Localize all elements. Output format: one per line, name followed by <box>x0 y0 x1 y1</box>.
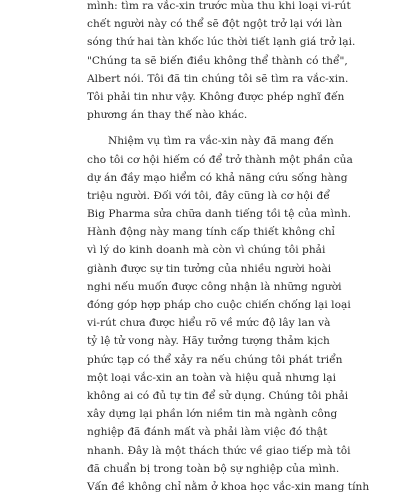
text-line: Albert nói. Tôi đã tin chúng tôi sẽ tìm ra vắc-xin. <box>87 72 349 85</box>
text-line: triệu người. Đối với tôi, đây cũng là cơ hội để <box>87 189 330 202</box>
text-line: xây dựng lại phần lớn niềm tin mà ngành công <box>87 408 338 421</box>
text-line: đóng góp hợp pháp cho cuộc chiến chống lại loại <box>87 299 351 311</box>
text-line: Vấn đề không chỉ nằm ở khoa học vắc-xin mang tính <box>87 480 370 493</box>
text-line: Hành động này mang tính cấp thiết không chỉ <box>87 226 335 239</box>
text-line: sóng thứ hai tàn khốc lúc thời tiết lạnh giá trở lại. <box>87 36 356 49</box>
paragraph-2 <box>87 132 370 496</box>
text-line: một loại vắc-xin an toàn và hiệu quả nhưng lại <box>87 371 336 384</box>
text-line: Tôi phải tin như vậy. Không được phép nghĩ đến <box>87 90 345 103</box>
text-column <box>87 0 370 496</box>
text-line: Big Pharma sửa chữa danh tiếng tồi tệ của mình. <box>87 208 352 221</box>
text-line: đã chuẩn bị trong toàn bộ sự nghiệp của mình. <box>87 462 340 475</box>
paragraph-spacer <box>87 124 313 132</box>
text-line: phương án thay thế nào khác. <box>87 109 248 122</box>
text-line: tỷ lệ tử vong này. Hãy tưởng tượng thảm kịch <box>87 335 330 348</box>
text-line: mình: tìm ra vắc-xin trước mùa thu khi loại vi-rút <box>87 0 351 12</box>
text-line: Nhiệm vụ tìm ra vắc-xin này đã mang đến <box>108 135 334 148</box>
text-line: cho tôi cơ hội hiếm có để trở thành một phần của <box>87 153 353 166</box>
paragraph-1 <box>87 0 356 124</box>
text-line: nghiệp đã đánh mất và phải làm việc đó thật <box>87 426 328 439</box>
text-line: vì lý do kinh doanh mà còn vì chúng tôi phải <box>87 244 326 257</box>
text-line: dự án đầy mạo hiểm có khả năng cứu sống hàng <box>87 171 348 184</box>
text-line: vi-rút chưa được hiểu rõ về mức độ lây lan và <box>87 317 331 330</box>
text-line: "Chúng ta sẽ biến điều không thể thành có thể", <box>87 54 348 67</box>
text-line: không ai có đủ tự tin để sử dụng. Chúng tôi phải <box>87 389 349 402</box>
text-line: nhanh. Đây là một thách thức về giao tiếp mà tôi <box>87 444 351 457</box>
text-line: giành được sự tin tưởng của nhiều người hoài <box>87 262 332 275</box>
text-line: chết người này có thể sẽ đột ngột trở lại với làn <box>87 18 343 31</box>
text-line: nghi nếu muốn được công nhận là những người <box>87 280 342 293</box>
text-line: phức tạp có thể xảy ra nếu chúng tôi phát triển <box>87 353 343 366</box>
